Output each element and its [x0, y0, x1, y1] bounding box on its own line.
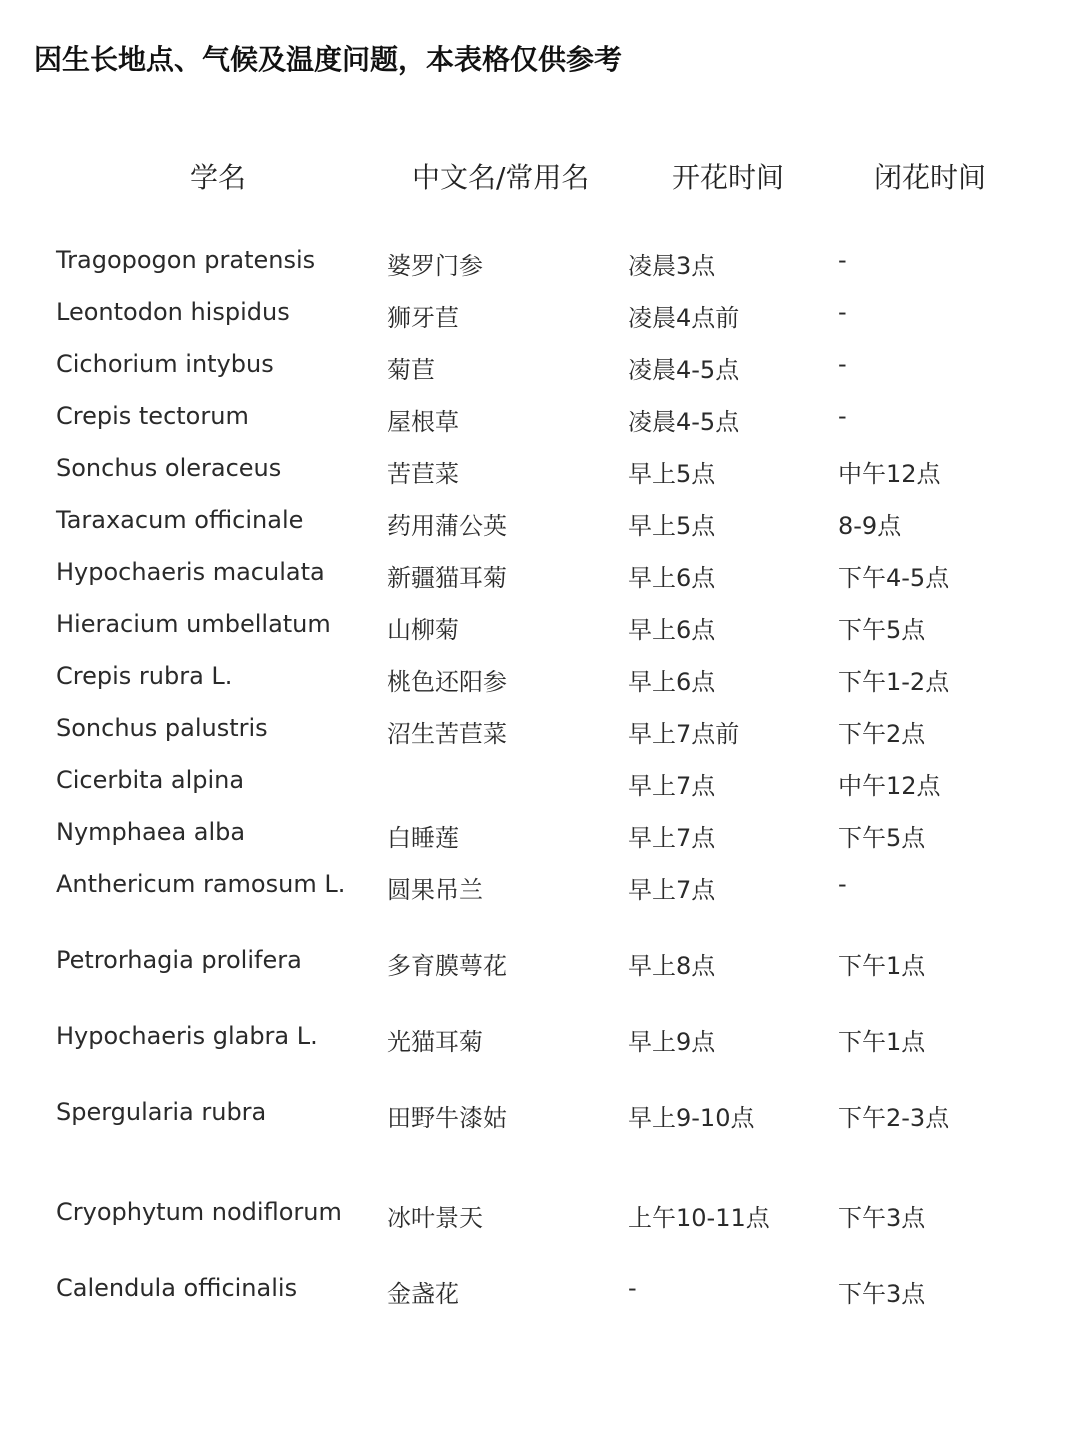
chinese-name-cell: 圆果吊兰	[387, 876, 483, 904]
table-row	[0, 1022, 1080, 1062]
table-row	[0, 1198, 1080, 1238]
scientific-name-cell: Sonchus oleraceus	[56, 454, 282, 482]
table-row	[0, 766, 1080, 806]
open-time-cell: 早上7点	[628, 824, 716, 852]
open-time-cell: 早上7点	[628, 876, 716, 904]
scientific-name-cell: Nymphaea alba	[56, 818, 246, 846]
open-time-cell: 早上9点	[628, 1028, 716, 1056]
close-time-cell: 下午2-3点	[838, 1104, 950, 1132]
open-time-cell: -	[628, 1274, 637, 1302]
table-row	[0, 506, 1080, 546]
close-time-cell: 8-9点	[838, 512, 902, 540]
chinese-name-cell: 桃色还阳参	[387, 668, 507, 696]
open-time-cell: 早上7点	[628, 772, 716, 800]
close-time-cell: 下午5点	[838, 616, 926, 644]
chinese-name-cell: 冰叶景天	[387, 1204, 483, 1232]
scientific-name-cell: Sonchus palustris	[56, 714, 268, 742]
close-time-cell: 下午1-2点	[838, 668, 950, 696]
table-row	[0, 402, 1080, 442]
close-time-cell: 下午3点	[838, 1280, 926, 1308]
scientific-name-cell: Spergularia rubra	[56, 1098, 267, 1126]
table-row	[0, 818, 1080, 858]
chinese-name-cell: 苦苣菜	[387, 460, 459, 488]
chinese-name-cell: 药用蒲公英	[387, 512, 507, 540]
table-row	[0, 1274, 1080, 1314]
open-time-cell: 早上8点	[628, 952, 716, 980]
scientific-name-cell: Tragopogon pratensis	[56, 246, 316, 274]
close-time-cell: -	[838, 298, 847, 326]
close-time-cell: -	[838, 350, 847, 378]
close-time-cell: -	[838, 402, 847, 430]
chinese-name-cell: 婆罗门参	[387, 252, 483, 280]
table-row	[0, 1098, 1080, 1138]
header-close-time: 闭花时间	[874, 161, 987, 194]
table-row	[0, 350, 1080, 390]
scientific-name-cell: Crepis rubra L.	[56, 662, 233, 690]
open-time-cell: 早上6点	[628, 668, 716, 696]
chinese-name-cell: 白睡莲	[387, 824, 459, 852]
chinese-name-cell: 光猫耳菊	[387, 1028, 483, 1056]
close-time-cell: 中午12点	[838, 460, 941, 488]
close-time-cell: 下午1点	[838, 952, 926, 980]
table-row	[0, 246, 1080, 286]
open-time-cell: 凌晨4-5点	[628, 408, 740, 436]
chinese-name-cell: 沼生苦苣菜	[387, 720, 507, 748]
scientific-name-cell: Anthericum ramosum L.	[56, 870, 346, 898]
open-time-cell: 早上5点	[628, 512, 716, 540]
open-time-cell: 早上9-10点	[628, 1104, 755, 1132]
scientific-name-cell: Cichorium intybus	[56, 350, 274, 378]
open-time-cell: 凌晨3点	[628, 252, 716, 280]
scientific-name-cell: Leontodon hispidus	[56, 298, 290, 326]
scientific-name-cell: Cryophytum nodiflorum	[56, 1198, 342, 1226]
header-open-time: 开花时间	[672, 161, 785, 194]
open-time-cell: 凌晨4点前	[628, 304, 740, 332]
scientific-name-cell: Taraxacum officinale	[56, 506, 304, 534]
close-time-cell: 下午4-5点	[838, 564, 950, 592]
open-time-cell: 早上5点	[628, 460, 716, 488]
chinese-name-cell: 狮牙苣	[387, 304, 459, 332]
close-time-cell: 下午2点	[838, 720, 926, 748]
table-row	[0, 610, 1080, 650]
chinese-name-cell: 金盏花	[387, 1280, 459, 1308]
table-row	[0, 298, 1080, 338]
chinese-name-cell: 山柳菊	[387, 616, 459, 644]
table-row	[0, 662, 1080, 702]
header-chinese-name: 中文名/常用名	[412, 161, 590, 194]
scientific-name-cell: Crepis tectorum	[56, 402, 249, 430]
open-time-cell: 上午10-11点	[628, 1204, 770, 1232]
chinese-name-cell: 田野牛漆姑	[387, 1104, 507, 1132]
header-scientific-name: 学名	[190, 161, 247, 194]
close-time-cell: 下午3点	[838, 1204, 926, 1232]
chinese-name-cell: 新疆猫耳菊	[387, 564, 507, 592]
chinese-name-cell: 菊苣	[387, 356, 435, 384]
open-time-cell: 早上6点	[628, 564, 716, 592]
scientific-name-cell: Petrorhagia prolifera	[56, 946, 302, 974]
open-time-cell: 早上7点前	[628, 720, 740, 748]
open-time-cell: 凌晨4-5点	[628, 356, 740, 384]
close-time-cell: 下午1点	[838, 1028, 926, 1056]
scientific-name-cell: Hypochaeris glabra L.	[56, 1022, 318, 1050]
scientific-name-cell: Hypochaeris maculata	[56, 558, 325, 586]
close-time-cell: 中午12点	[838, 772, 941, 800]
chinese-name-cell: 屋根草	[387, 408, 459, 436]
table-row	[0, 946, 1080, 986]
close-time-cell: -	[838, 870, 847, 898]
close-time-cell: -	[838, 246, 847, 274]
table-row	[0, 870, 1080, 910]
chinese-name-cell: 多育膜萼花	[387, 952, 507, 980]
scientific-name-cell: Calendula officinalis	[56, 1274, 298, 1302]
scientific-name-cell: Cicerbita alpina	[56, 766, 245, 794]
scientific-name-cell: Hieracium umbellatum	[56, 610, 331, 638]
table-row	[0, 558, 1080, 598]
close-time-cell: 下午5点	[838, 824, 926, 852]
table-row	[0, 454, 1080, 494]
note-text: 因生长地点、气候及温度问题，本表格仅供参考	[34, 43, 623, 76]
table-row	[0, 714, 1080, 754]
open-time-cell: 早上6点	[628, 616, 716, 644]
